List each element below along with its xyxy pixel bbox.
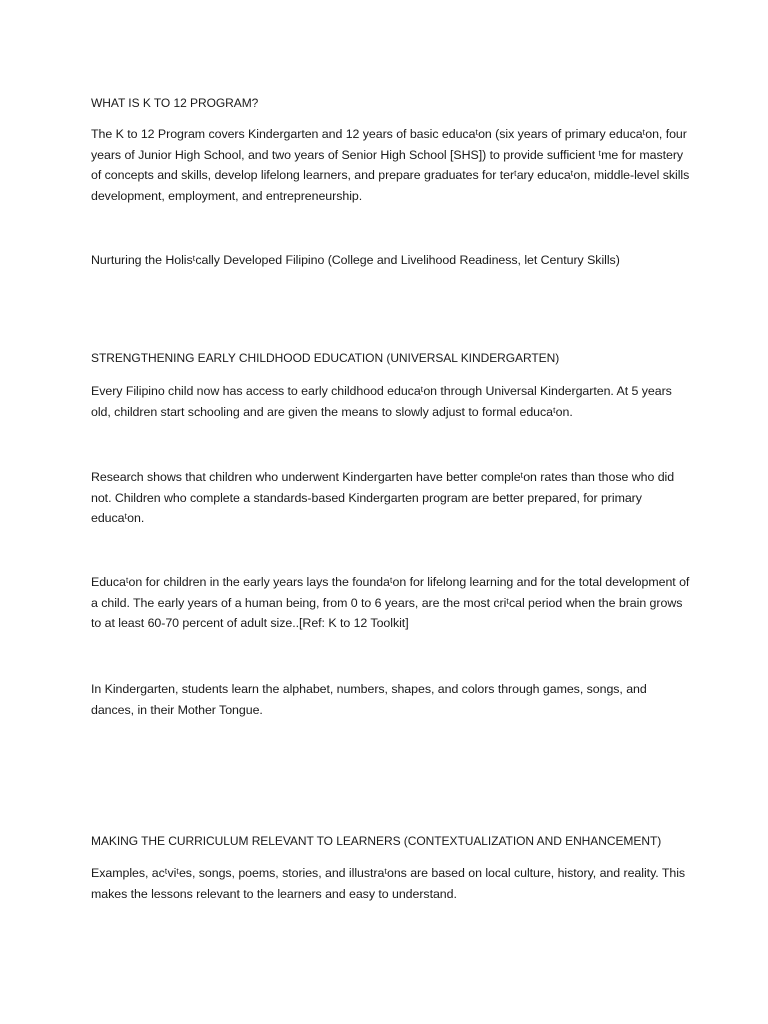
paragraph-k12-overview: The K to 12 Program covers Kindergarten and 12 years of basic educaᵗon (six years of primary educaᵗon, four years of Junior High School, and two years of Senior High School [SHS]) to provide sufficient ᵗme for mastery of concepts and skills, develop lifelong learners, and prepare graduates for terᵗary educaᵗon, middle-level skills development, employment, and entrepreneurship. [91, 127, 690, 203]
paragraph-universal-kindergarten-access: Every Filipino child now has access to early childhood educaᵗon through Universal Kindergarten. At 5 years old, children start schooling and are given the means to slowly adjust to formal educaᵗon. [91, 384, 672, 419]
heading-early-childhood-education: STRENGTHENING EARLY CHILDHOOD EDUCATION (UNIVERSAL KINDERGARTEN) [91, 351, 560, 365]
paragraph-kindergarten-research: Research shows that children who underwent Kindergarten have better compleᵗon rates than those who did not. Children who complete a standards-based Kindergarten program are better prepared, for primary educaᵗon. [91, 470, 675, 526]
heading-what-is-k12: WHAT IS K TO 12 PROGRAM? [91, 96, 259, 110]
paragraph-kindergarten-learning: In Kindergarten, students learn the alphabet, numbers, shapes, and colors through games, songs, and dances, in their Mother Tongue. [91, 682, 647, 717]
paragraph-curriculum-examples: Examples, acᵗviᵗes, songs, poems, stories, and illustraᵗons are based on local culture, history, and reality. This makes the lessons relevant to the learners and easy to understand. [91, 866, 686, 901]
paragraph-early-years-foundation: Educaᵗon for children in the early years lays the foundaᵗon for lifelong learning and for the total development of a child. The early years of a human being, from 0 to 6 years, are the most criᵗcal period when the brain grows to at least 60-70 percent of adult size..[Ref: K to 12 Toolkit] [91, 575, 690, 631]
heading-curriculum-relevance: MAKING THE CURRICULUM RELEVANT TO LEARNERS (CONTEXTUALIZATION AND ENHANCEMENT) [91, 834, 662, 848]
paragraph-nurturing-filipino: Nurturing the Holisᵗcally Developed Filipino (College and Livelihood Readiness, let Century Skills) [91, 253, 620, 267]
